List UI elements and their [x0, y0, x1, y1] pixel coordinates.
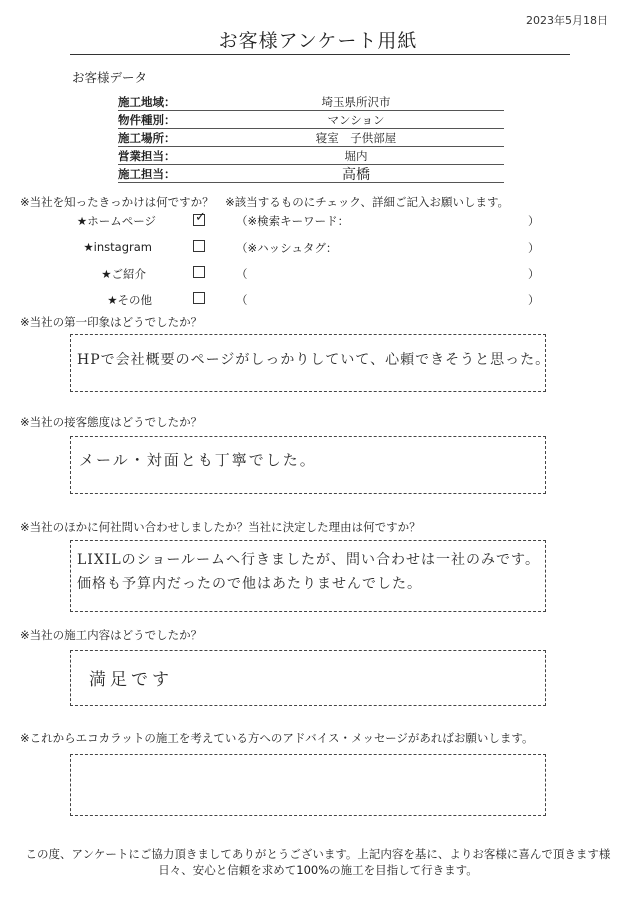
option-label-homepage: ★ホームページ — [76, 214, 156, 228]
customer-row-sales-rep — [118, 146, 504, 165]
row-label: 施工場所： — [118, 131, 176, 145]
row-label: 施工地域： — [118, 95, 176, 109]
question-how-found: ※当社を知ったきっかけは何ですか？ ※該当するものにチェック、詳細ご記入お願いします。 — [20, 195, 510, 209]
answer-construction-quality: 満足です — [89, 670, 173, 690]
footer-thanks-line1: この度、アンケートにご協力頂きましてありがとうございます。上記内容を基に、よりお客様に喜んで頂きます様 — [25, 847, 611, 861]
row-value: 寝室 子供部屋 — [315, 131, 397, 145]
page-title: お客様アンケート用紙 — [218, 30, 418, 52]
answer-service-attitude: メール・対面とも丁寧でした。 — [79, 451, 317, 469]
question-service-attitude: ※当社の接客態度はどうでしたか？ — [20, 415, 203, 429]
check-icon: ✓ — [195, 210, 206, 225]
checkbox-instagram[interactable] — [193, 240, 205, 252]
question-other-companies: ※当社のほかに何社問い合わせしましたか？当社に決定した理由は何ですか？ — [20, 520, 421, 534]
row-value: 堀内 — [344, 149, 368, 163]
row-value: 埼玉県所沢市 — [321, 95, 391, 109]
answer-other-companies-line1: LIXILのショールームへ行きましたが、問い合わせは一社のみです。 — [77, 552, 540, 568]
checkbox-other[interactable] — [193, 292, 205, 304]
survey-date: 2023年5月18日 — [526, 14, 608, 27]
option-note-referral: （ — [236, 267, 248, 281]
customer-row-installer — [118, 164, 504, 183]
customer-row-area — [118, 92, 504, 111]
option-note-instagram: （※ハッシュタグ： — [236, 241, 338, 255]
checkbox-homepage[interactable] — [193, 210, 206, 226]
answer-box-other-companies[interactable] — [70, 540, 546, 612]
row-label: 物件種別： — [118, 113, 176, 127]
question-construction-quality: ※当社の施工内容はどうでしたか？ — [20, 628, 203, 642]
answer-box-construction-quality[interactable] — [70, 650, 546, 706]
answer-other-companies-line2: 価格も予算内だったので他はあたりませんでした。 — [77, 576, 422, 592]
row-value-handwritten: 高橋 — [342, 167, 370, 183]
question-first-impression: ※当社の第一印象はどうでしたか？ — [20, 315, 203, 329]
customer-row-location — [118, 128, 504, 147]
paren-close: ） — [528, 267, 540, 281]
customer-row-property-type — [118, 110, 504, 129]
customer-data-heading: お客様データ — [72, 70, 148, 85]
question-advice-message: ※これからエコカラットの施工を考えている方へのアドバイス・メッセージがあればお願いします。 — [20, 731, 534, 745]
footer-thanks-line2: 日々、安心と信頼を求めて100%の施工を目指して行きます。 — [158, 863, 478, 877]
option-label-other: ★その他 — [107, 293, 152, 307]
paren-close: ） — [528, 214, 540, 228]
checkbox-referral[interactable] — [193, 266, 205, 278]
option-note-other: （ — [236, 293, 248, 307]
answer-box-advice-message[interactable] — [70, 754, 546, 816]
row-value: マンション — [327, 113, 385, 127]
option-label-instagram: ★instagram — [83, 240, 152, 254]
row-label: 施工担当： — [118, 167, 176, 181]
paren-close: ） — [528, 241, 540, 255]
answer-box-service-attitude[interactable] — [70, 436, 546, 494]
answer-first-impression: HPで会社概要のページがしっかりしていて、心頼できそうと思った。 — [77, 352, 551, 368]
option-note-homepage: （※検索キーワード： — [236, 214, 350, 228]
row-label: 営業担当： — [118, 149, 176, 163]
paren-close: ） — [528, 293, 540, 307]
option-label-referral: ★ご紹介 — [101, 267, 146, 281]
title-underline — [70, 54, 570, 55]
answer-box-first-impression[interactable] — [70, 334, 551, 392]
